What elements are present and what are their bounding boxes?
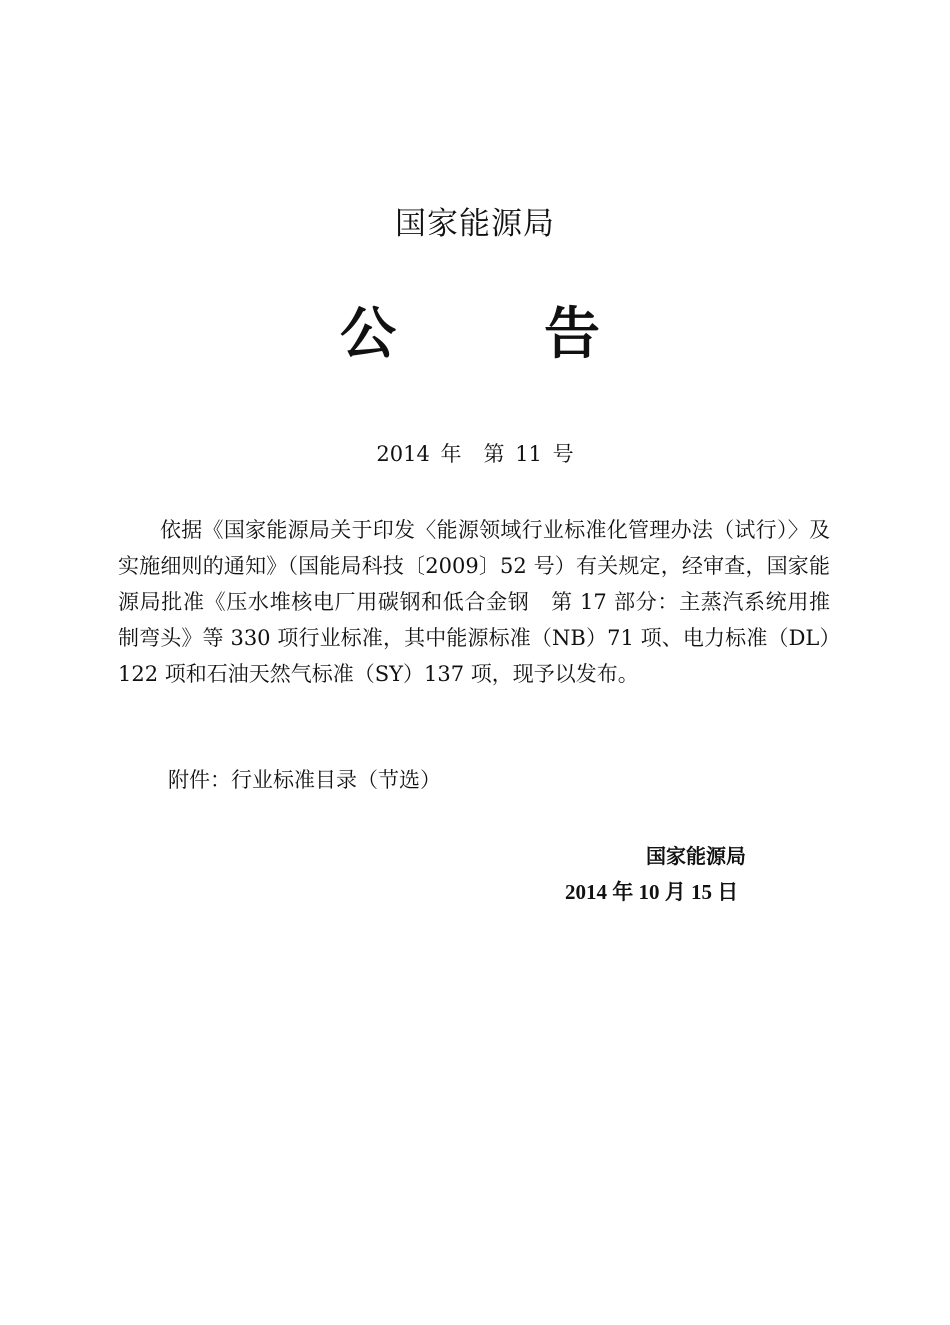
attachment-line: 附件：行业标准目录（节选） <box>168 768 441 792</box>
issuing-organization: 国家能源局 <box>395 206 555 242</box>
signature-organization: 国家能源局 <box>646 844 746 868</box>
signature-date: 2014 年 10 月 15 日 <box>565 880 739 904</box>
issue-number <box>0 438 950 468</box>
headline-char-gong: 公 <box>340 302 396 367</box>
issue-sequence: 第 11 号 <box>483 442 574 466</box>
issue-year: 2014 年 <box>376 442 462 466</box>
announcement-body: 依据《国家能源局关于印发〈能源领域行业标准化管理办法（试行）〉及实施细则的通知》（国能局科技〔2009〕52 号）有关规定，经审查，国家能源局批准《压水堆核电厂用碳钢和低合金钢 第 17 部分：主蒸汽系统用推制弯头》等 330 项行业标准，其中能源标准（NB）71 项、电力标准（DL）122 项和石油天然气标准（SY）137 项，现予以发布。 <box>118 518 830 686</box>
headline-char-gao: 告 <box>544 302 600 367</box>
